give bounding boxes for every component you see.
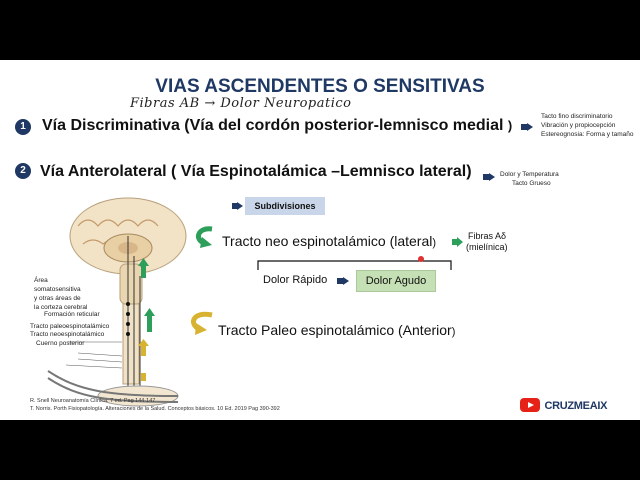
figure-label: y otras áreas de [34,295,81,302]
dolor-agudo-box: Dolor Agudo [356,270,436,292]
arrow-right-icon [457,237,463,247]
item-number-1: 1 [15,119,31,135]
paleo-tract-suffix: ) [451,326,456,338]
dolor-rapido: Dolor Rápido [263,274,328,286]
neo-tract-label [222,233,436,249]
fibers-label: Fibras Aδ [468,231,507,241]
note-line: Tacto Grueso [512,180,551,187]
green-curved-arrow-icon [190,223,218,249]
paleo-tract-text: Tracto Paleo espinotalámico (Anterior [218,322,452,338]
youtube-play-icon [520,398,540,412]
subdivisiones-label: Subdivisiones [245,197,325,215]
figure-label-paleo: Tracto paleoespinotalámico [30,323,110,330]
item2-heading: Vía Anterolateral ( Vía Espinotalámica –Lemnisco lateral) [40,163,472,180]
yellow-curved-arrow-icon [184,308,216,336]
item-number-2: 2 [15,163,31,179]
figure-label-formacion: Formación reticular [44,311,100,318]
arrow-right-icon [489,173,495,181]
paleo-tract-label [218,322,455,338]
item1-heading-suffix: ) [507,118,513,133]
reference-2: T. Norris. Porth Fisiopatología. Alteraciones de la Salud. Conceptos básicos. 10 Ed. 2019 Pag 390-392 [30,406,280,412]
note-line: Tacto fino discriminatorio [541,113,613,120]
item2-notes [500,170,559,188]
arrow-right-icon [527,123,533,131]
figure-label: somatosensitiva [34,286,81,293]
figure-label: Área [34,277,48,284]
figure-label-area [34,276,87,312]
note-line: Vibración y propiocepción [541,122,616,129]
neo-tract-suffix: ) [432,237,437,249]
note-line: Estereognosia: Forma y tamaño [541,131,634,138]
figure-label: la corteza cerebral [34,304,88,311]
handwritten-annotation: Fibras AB → Dolor Neuropatico [130,96,352,111]
channel-logo [520,396,624,412]
logo-text: CRUZMEAIX [544,400,608,412]
figure-label-cuerno: Cuerno posterior [36,340,85,347]
neo-tract-text: Tracto neo espinotalámico (lateral [222,233,433,249]
slide [0,60,640,420]
arrow-right-icon [237,202,243,210]
figure-label-neo: Tracto neoespinotalámico [30,331,105,338]
item1-heading [42,117,512,135]
pointer-cursor-icon [418,256,424,262]
note-line: Dolor y Temperatura [500,171,559,178]
fibers-sub-label: (mielínica) [466,242,508,252]
item1-heading-text: Vía Discriminativa (Vía del cordón posterior-lemnisco medial [42,117,504,134]
slide-title: VIAS ASCENDENTES O SENSITIVAS [155,76,485,97]
arrow-right-icon [343,277,349,285]
item1-notes [541,112,634,139]
reference-1: R. Snell Neuroanatomía Clínica. 7 ed. Pag 144-147 [30,398,156,404]
